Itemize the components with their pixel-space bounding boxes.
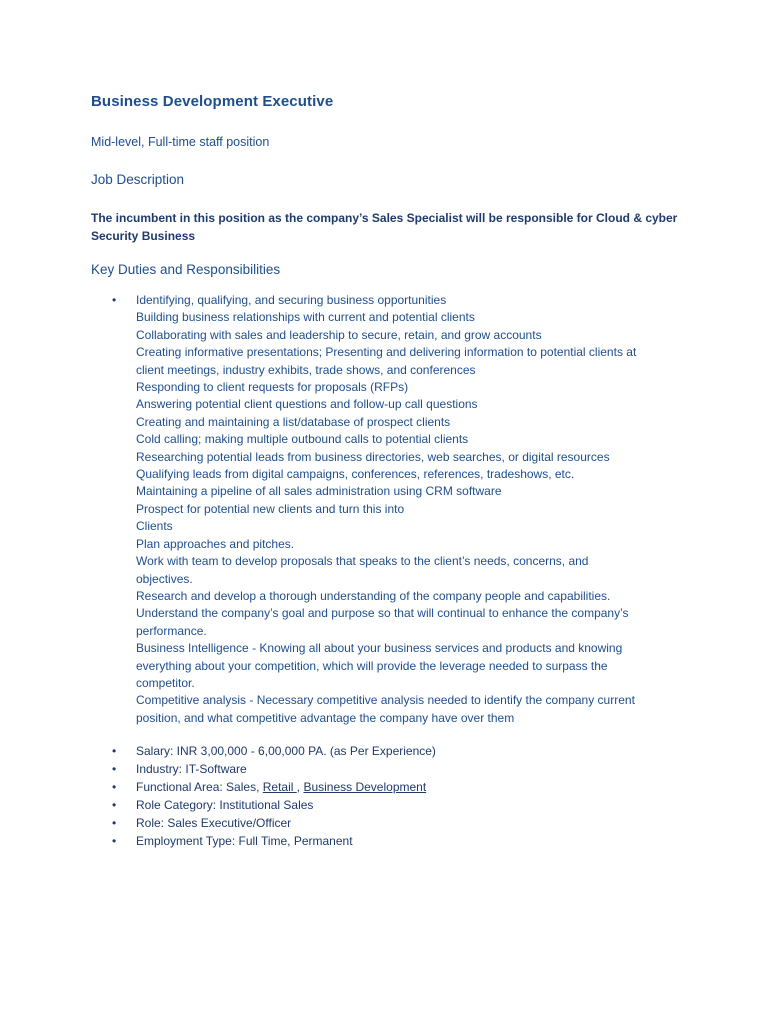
salary-text: Salary: INR 3,00,000 - 6,00,000 PA. (as Per Experience) — [136, 744, 436, 758]
duty-line: everything about your competition, which will provide the leverage needed to surpass the — [136, 658, 608, 673]
duty-line: Cold calling; making multiple outbound calls to potential clients — [136, 432, 469, 447]
intro-paragraph — [91, 209, 681, 245]
duty-line: client meetings, industry exhibits, trade shows, and conferences — [136, 362, 476, 377]
employment-type-item — [112, 832, 692, 850]
duty-line: Research and develop a thorough understanding of the company people and capabilities. — [136, 588, 611, 603]
duty-line: Responding to client requests for proposals (RFPs) — [136, 380, 409, 395]
duty-line: Competitive analysis - Necessary competitive analysis needed to identify the company current — [136, 693, 635, 708]
intro-line: The incumbent in this position as the company’s Sales Specialist will be responsible for Cloud & cyber — [91, 211, 678, 225]
duty-line: Researching potential leads from business directories, web searches, or digital resources — [136, 449, 610, 464]
duty-line: position, and what competitive advantage the company have over them — [136, 710, 515, 725]
job-details-list — [112, 742, 692, 850]
duty-line: Prospect for potential new clients and turn this into — [136, 501, 405, 516]
role-text: Role: Sales Executive/Officer — [136, 816, 292, 830]
bullet-icon: • — [112, 798, 117, 812]
duty-line: Plan approaches and pitches. — [136, 536, 295, 551]
functional-area-item — [112, 778, 692, 796]
functional-area-prefix: Functional Area: Sales, — [136, 780, 263, 794]
role-category-item — [112, 796, 692, 814]
employment-type-text: Employment Type: Full Time, Permanent — [136, 834, 353, 848]
intro-line: Security Business — [91, 229, 196, 243]
duty-line: Creating and maintaining a list/database of prospect clients — [136, 414, 451, 429]
salary-item — [112, 742, 692, 760]
duty-line: Understand the company’s goal and purpose so that will continual to enhance the company’s — [136, 606, 629, 621]
duty-line: Maintaining a pipeline of all sales administration using CRM software — [136, 484, 502, 499]
industry-item — [112, 760, 692, 778]
bullet-icon: • — [112, 816, 117, 830]
bullet-icon: • — [112, 834, 117, 848]
duties-lines — [136, 292, 692, 727]
functional-area-separator: , — [296, 780, 304, 794]
bullet-icon: • — [112, 744, 117, 758]
duty-line: Answering potential client questions and follow-up call questions — [136, 397, 478, 412]
duty-line: Identifying, qualifying, and securing business opportunities — [136, 293, 447, 307]
position-subtitle: Mid-level, Full-time staff position — [91, 135, 270, 149]
document-title: Business Development Executive — [91, 93, 334, 110]
duty-line: Clients — [136, 519, 173, 534]
business-development-link[interactable]: Business Development — [303, 780, 427, 794]
duty-line: Qualifying leads from digital campaigns, conferences, references, tradeshows, etc. — [136, 467, 575, 482]
bullet-icon: • — [112, 293, 117, 307]
bullet-icon: • — [112, 780, 117, 794]
job-description-heading: Job Description — [91, 172, 185, 187]
duty-line: Business Intelligence - Knowing all about your business services and products and knowing — [136, 641, 623, 656]
duty-line: performance. — [136, 623, 207, 638]
duty-line: Collaborating with sales and leadership to secure, retain, and grow accounts — [136, 327, 542, 342]
bullet-icon: • — [112, 762, 117, 776]
duties-heading: Key Duties and Responsibilities — [91, 262, 281, 277]
duty-line: Creating informative presentations; Presenting and delivering information to potential clients at — [136, 345, 637, 360]
duty-line: Work with team to develop proposals that speaks to the client’s needs, concerns, and — [136, 554, 589, 569]
industry-text: Industry: IT-Software — [136, 762, 247, 776]
role-category-text: Role Category: Institutional Sales — [136, 798, 314, 812]
duty-line: objectives. — [136, 571, 193, 586]
duty-line: Building business relationships with current and potential clients — [136, 310, 475, 325]
duty-line: competitor. — [136, 675, 195, 690]
retail-link[interactable]: Retail — [262, 780, 297, 794]
role-item — [112, 814, 692, 832]
